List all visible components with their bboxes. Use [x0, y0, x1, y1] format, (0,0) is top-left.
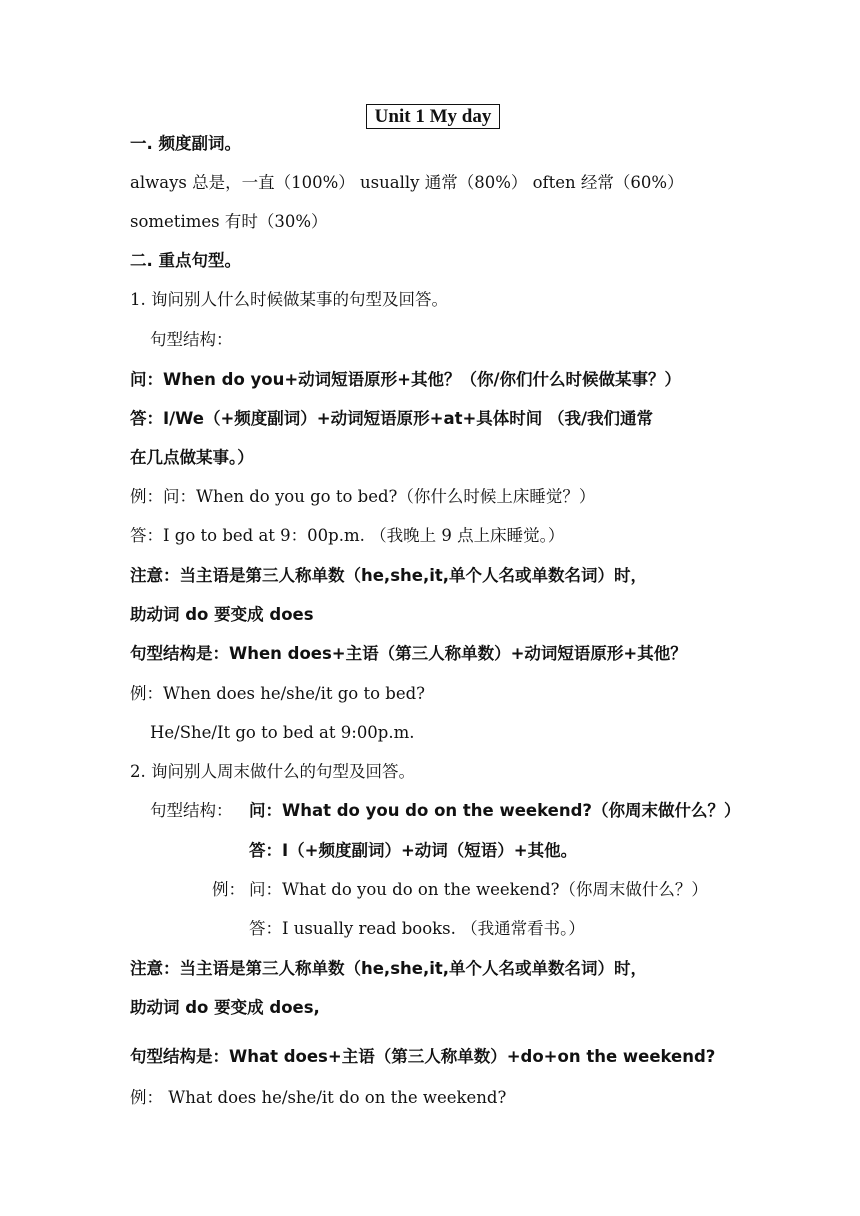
note-2-line-2: 助动词 do 要变成 does,	[130, 998, 320, 1017]
point-2-example-3rd: 例： What does he/she/it do on the weekend?	[130, 1088, 507, 1107]
point-1-example-answer: 答：I go to bed at 9：00p.m. （我晚上 9 点上床睡觉。）	[130, 526, 565, 545]
note-2-line-1: 注意：当主语是第三人称单数（he,she,it,单个人名或单数名词）时，	[130, 959, 648, 978]
point-2-structure-label: 句型结构：	[150, 801, 233, 820]
point-2-heading: 2. 询问别人周末做什么的句型及回答。	[130, 762, 415, 781]
point-2-example-label: 例：	[212, 880, 245, 899]
point-1-answer-pattern-2: 在几点做某事。）	[130, 448, 254, 467]
note-1-line-1: 注意：当主语是第三人称单数（he,she,it,单个人名或单数名词）时，	[130, 566, 648, 585]
point-1-question-pattern: 问：When do you+动词短语原形+其他？（你/你们什么时候做某事？）	[130, 370, 682, 389]
point-1-example-question: 例：问：When do you go to bed?（你什么时候上床睡觉？）	[130, 487, 596, 506]
point-1-heading: 1. 询问别人什么时候做某事的句型及回答。	[130, 290, 448, 309]
note-1-line-2: 助动词 do 要变成 does	[130, 605, 314, 624]
section-heading-adverbs: 一. 频度副词。	[130, 134, 242, 153]
document-title: Unit 1 My day	[366, 104, 500, 129]
point-1-example-3rd-answer: He/She/It go to bed at 9:00p.m.	[150, 723, 415, 742]
point-1-structure-label: 句型结构：	[150, 330, 233, 349]
adverbs-line-2: sometimes 有时（30%）	[130, 212, 328, 231]
adverbs-line-1: always 总是，一直（100%） usually 通常（80%） often 经常（60%）	[130, 173, 684, 192]
point-1-answer-pattern-1: 答：I/We（+频度副词）+动词短语原形+at+具体时间 （我/我们通常	[130, 409, 654, 428]
point-2-question-pattern: 问：What do you do on the weekend?（你周末做什么？）	[249, 801, 741, 820]
point-2-example-answer: 答：I usually read books. （我通常看书。）	[249, 919, 585, 938]
section-heading-sentences: 二. 重点句型。	[130, 251, 242, 270]
point-2-structure-3rd-person: 句型结构是：What does+主语（第三人称单数）+do+on the weekend?	[130, 1047, 716, 1066]
point-1-example-3rd-question: 例：When does he/she/it go to bed?	[130, 684, 426, 703]
point-2-example-question: 问：What do you do on the weekend?（你周末做什么？）	[249, 880, 708, 899]
point-2-answer-pattern: 答：I（+频度副词）+动词（短语）+其他。	[249, 841, 578, 860]
point-1-structure-3rd-person: 句型结构是：When does+主语（第三人称单数）+动词短语原形+其他？	[130, 644, 687, 663]
